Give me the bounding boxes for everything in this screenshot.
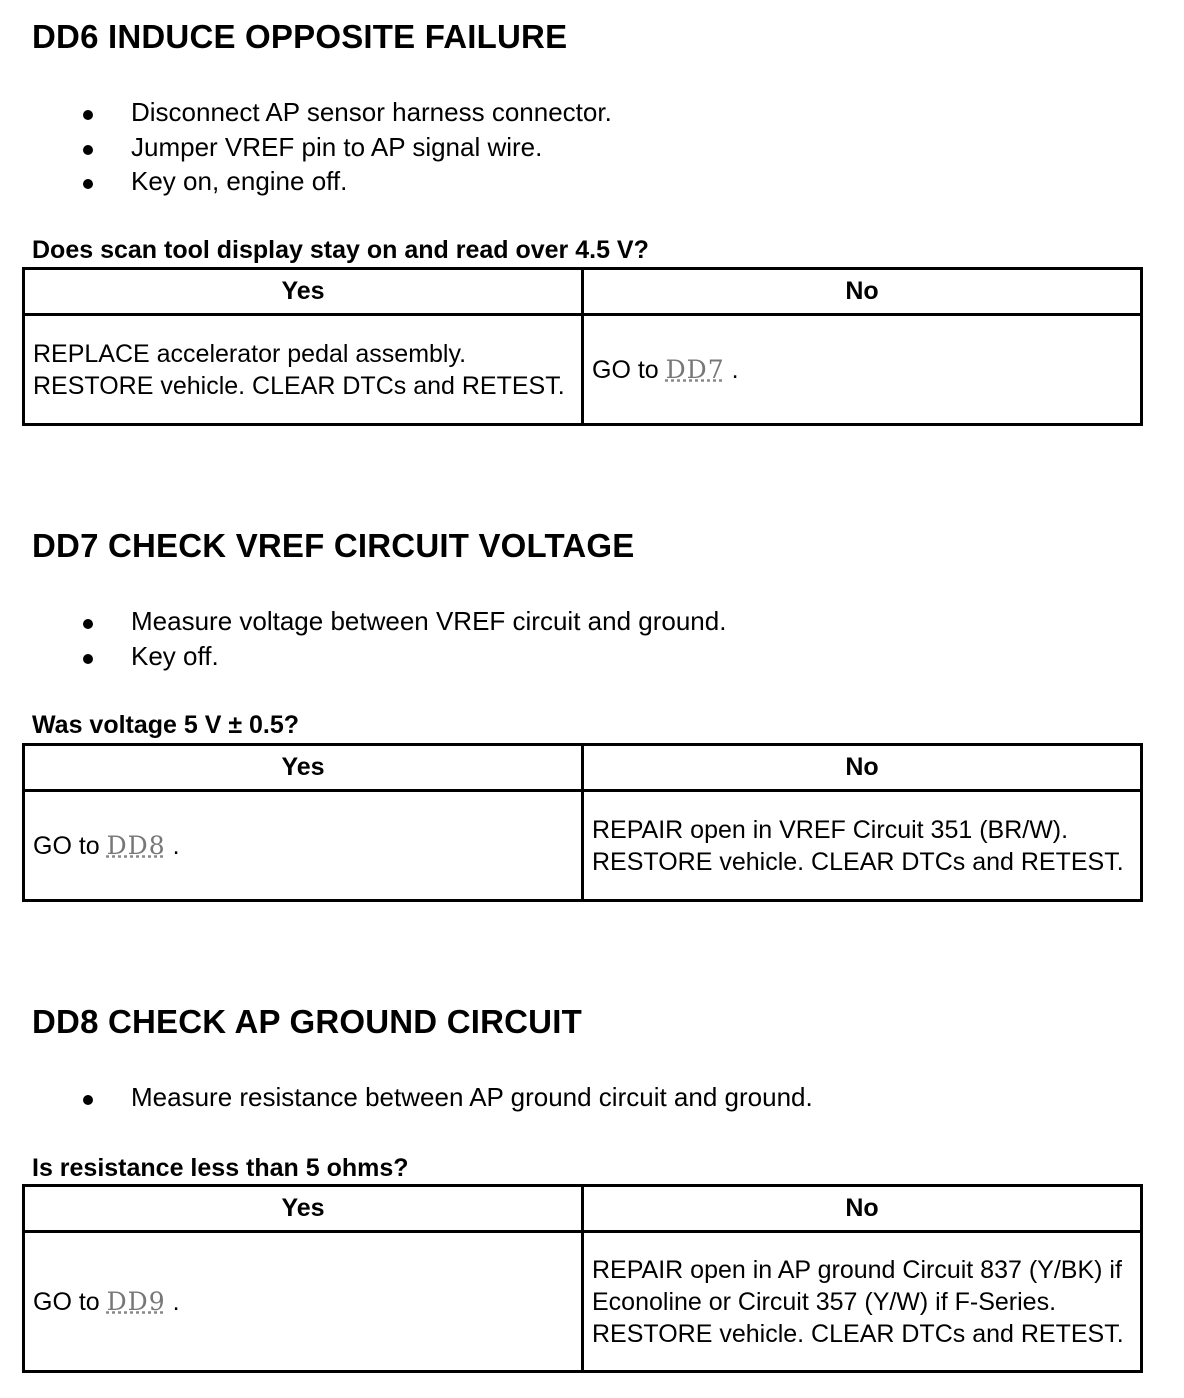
bullet-icon <box>83 145 93 155</box>
no-cell: GO to DD7 . <box>583 315 1142 425</box>
yes-header: Yes <box>24 1186 583 1232</box>
yes-header: Yes <box>24 269 583 315</box>
bullet-icon <box>83 619 93 629</box>
yes-cell: GO to DD9 . <box>24 1232 583 1372</box>
question-dd6: Does scan tool display stay on and read over 4.5 V? <box>32 236 649 264</box>
no-header: No <box>583 1186 1142 1232</box>
question-dd8: Is resistance less than 5 ohms? <box>32 1154 409 1182</box>
bullet-icon <box>83 179 93 189</box>
decision-table-dd6 <box>22 267 1143 426</box>
goto-dd7-link[interactable]: DD7 <box>665 354 725 384</box>
decision-table-dd8 <box>22 1184 1143 1373</box>
yes-header: Yes <box>24 745 583 791</box>
no-header: No <box>583 745 1142 791</box>
title-dd6: DD6 INDUCE OPPOSITE FAILURE <box>32 18 568 55</box>
goto-dd9-link[interactable]: DD9 <box>106 1286 166 1316</box>
no-header: No <box>583 269 1142 315</box>
bullet-icon <box>83 1095 93 1105</box>
yes-cell: GO to DD8 . <box>24 791 583 901</box>
decision-table-dd7 <box>22 743 1143 902</box>
yes-cell: REPLACE accelerator pedal assembly. RESTORE vehicle. CLEAR DTCs and RETEST. <box>24 315 583 425</box>
no-cell: REPAIR open in AP ground Circuit 837 (Y/BK) if Econoline or Circuit 357 (Y/W) if F-Series. RESTORE vehicle. CLEAR DTCs and RETEST. <box>583 1232 1142 1372</box>
goto-dd8-link[interactable]: DD8 <box>106 830 166 860</box>
no-cell: REPAIR open in VREF Circuit 351 (BR/W). RESTORE vehicle. CLEAR DTCs and RETEST. <box>583 791 1142 901</box>
title-dd8: DD8 CHECK AP GROUND CIRCUIT <box>32 1003 582 1040</box>
bullet-icon <box>83 654 93 664</box>
bullet-icon <box>83 110 93 120</box>
title-dd7: DD7 CHECK VREF CIRCUIT VOLTAGE <box>32 527 635 564</box>
question-dd7: Was voltage 5 V ± 0.5? <box>32 711 300 739</box>
